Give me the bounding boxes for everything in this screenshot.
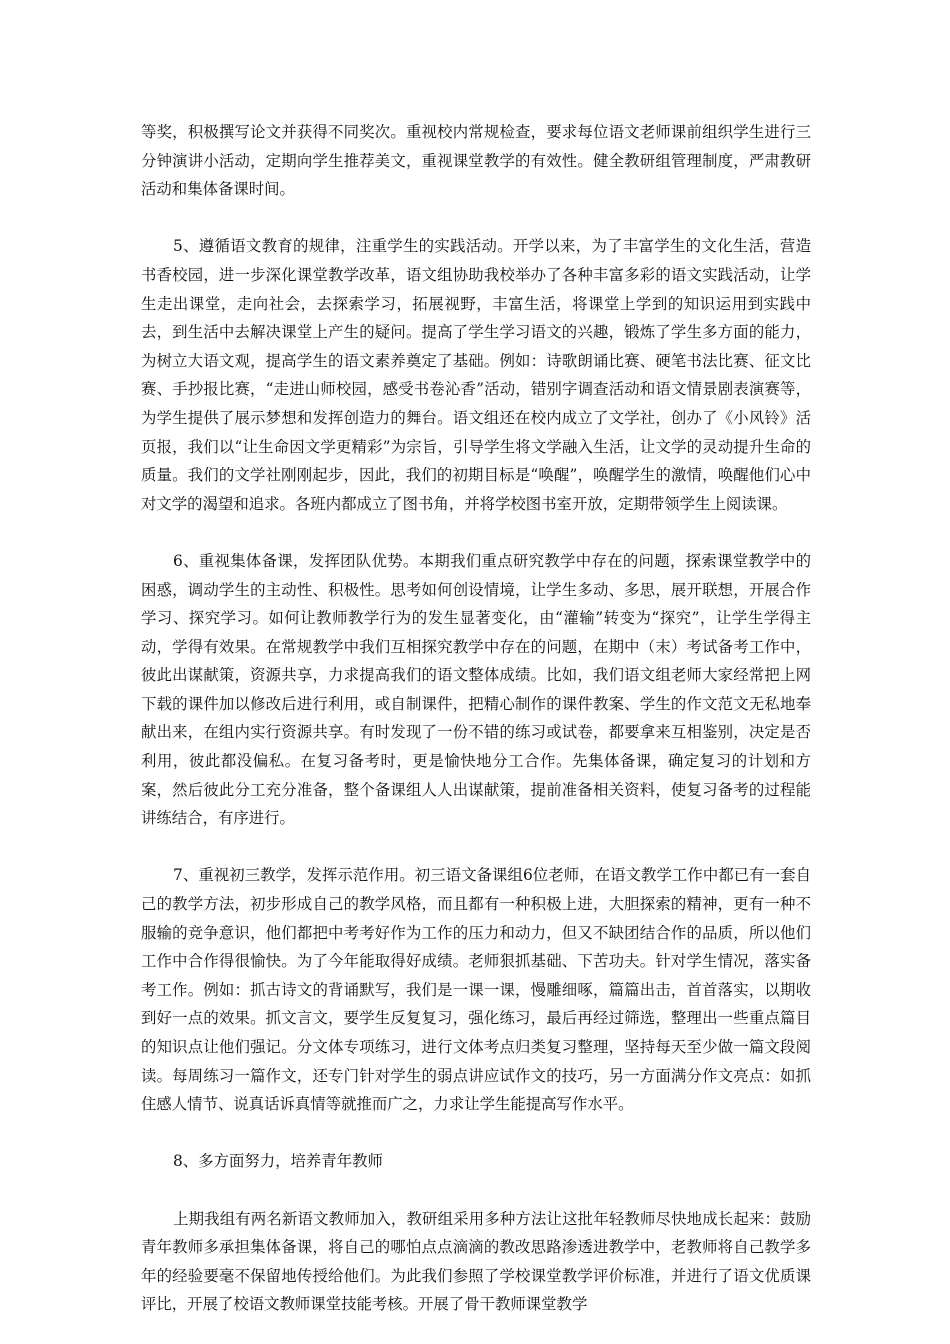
- paragraph-item-7: 7、重视初三教学，发挥示范作用。初三语文备课组6位老师，在语文教学工作中都已有一套自己的教学方法，初步形成自己的教学风格，而且都有一种积极上进，大胆探索的精神，更有一种不服输的竞争意识，他们都把中考考好作为工作的压力和动力，但又不缺团结合作的品质，所以他们工作中合作得很愉快。为了今年能取得好成绩。老师狠抓基础、下苦功夫。针对学生情况，落实备考工作。例如：抓古诗文的背诵默写，我们是一课一课，慢雕细啄，篇篇出击，首首落实，以期收到好一点的效果。抓文言文，要学生反复复习，强化练习，最后再经过筛选，整理出一些重点篇目的知识点让他们强记。分文体专项练习，进行文体考点归类复习整理，坚持每天至少做一篇文段阅读。每周练习一篇作文，还专门针对学生的弱点讲应试作文的技巧，另一方面满分作文亮点：如抓住感人情节、说真话诉真情等就推而广之，力求让学生能提高写作水平。: [141, 866, 811, 1114]
- paragraph-item-5: 5、遵循语文教育的规律，注重学生的实践活动。开学以来，为了丰富学生的文化生活，营造书香校园，进一步深化课堂教学改革，语文组协助我校举办了各种丰富多彩的语文实践活动，让学生走出课堂，走向社会，去探索学习，拓展视野，丰富生活，将课堂上学到的知识运用到实践中去，到生活中去解决课堂上产生的疑问。提高了学生学习语文的兴趣，锻炼了学生多方面的能力，为树立大语文观，提高学生的语文素养奠定了基础。例如：诗歌朗诵比赛、硬笔书法比赛、征文比赛、手抄报比赛，“走进山师校园，感受书卷沁香”活动，错别字调查活动和语文情景剧表演赛等，为学生提供了展示梦想和发挥创造力的舞台。语文组还在校内成立了文学社，创办了《小风铃》活页报，我们以“让生命因文学更精彩”为宗旨，引导学生将文学融入生活，让文学的灵动提升生命的质量。我们的文学社刚刚起步，因此，我们的初期目标是“唤醒”，唤醒学生的激情，唤醒他们心中对文学的渴望和追求。各班内都成立了图书角，并将学校图书室开放，定期带领学生上阅读课。: [141, 237, 811, 513]
- section-heading-item-8: 8、多方面努力，培养青年教师: [173, 1152, 383, 1171]
- paragraph-continuation: 等奖，积极撰写论文并获得不同奖次。重视校内常规检查，要求每位语文老师课前组织学生进行三分钟演讲小活动，定期向学生推荐美文，重视课堂教学的有效性。健全教研组管理制度，严肃教研活动和集体备课时间。: [141, 123, 811, 199]
- paragraph-young-teachers: 上期我组有两名新语文教师加入，教研组采用多种方法让这批年轻教师尽快地成长起来：鼓励青年教师多承担集体备课，将自己的哪怕点点滴滴的教改思路渗透进教学中，老教师将自己教学多年的经验要毫不保留地传授给他们。为此我们参照了学校课堂教学评价标准，并进行了语文优质课评比，开展了校语文教师课堂技能考核。开展了骨干教师课堂教学: [141, 1209, 811, 1314]
- document-body: [141, 118, 811, 1319]
- paragraph-item-6: 6、重视集体备课，发挥团队优势。本期我们重点研究教学中存在的问题，探索课堂教学中的困惑，调动学生的主动性、积极性。思考如何创设情境，让学生多动、多思，展开联想，开展合作学习、探究学习。如何让教师教学行为的发生显著变化，由“灌输”转变为“探究”，让学生学得主动，学得有效果。在常规教学中我们互相探究教学中存在的问题，在期中（末）考试备考工作中，彼此出谋献策，资源共享，力求提高我们的语文整体成绩。比如，我们语文组老师大家经常把上网下载的课件加以修改后进行利用，或自制课件，把精心制作的课件教案、学生的作文范文无私地奉献出来，在组内实行资源共享。有时发现了一份不错的练习或试卷，都要拿来互相鉴别，决定是否利用，彼此都没偏私。在复习备考时，更是愉快地分工合作。先集体备课，确定复习的计划和方案，然后彼此分工充分准备，整个备课组人人出谋献策，提前准备相关资料，使复习备考的过程能讲练结合，有序进行。: [141, 551, 811, 828]
